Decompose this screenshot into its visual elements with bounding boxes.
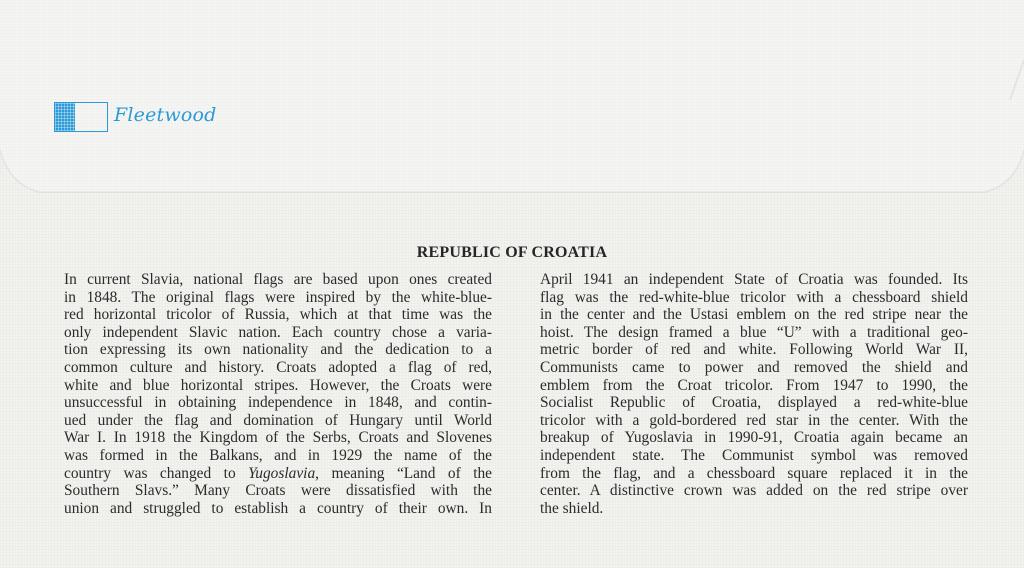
text-line: red horizontal tricolor of Russia, which at that time was the xyxy=(64,306,492,324)
text-line: breakup of Yugoslavia in 1990-91, Croatia again became an xyxy=(540,429,968,447)
text-line: only independent Slavic nation. Each country chose a varia- xyxy=(64,323,492,341)
article-title: REPUBLIC OF CROATIA xyxy=(416,244,608,261)
text-line: Communists came to power and removed the shield and xyxy=(540,358,968,376)
text-line: center. A distinctive crown was added on the red stripe over xyxy=(540,482,968,500)
text-line: ued under the flag and domination of Hungary until World xyxy=(64,411,492,429)
left-column xyxy=(64,271,492,517)
text-line: in 1848. The original flags were inspired by the white-blue- xyxy=(64,288,492,306)
text-line: hoist. The design framed a blue “U” with a traditional geo- xyxy=(540,323,968,341)
text-line: Socialist Republic of Croatia, displayed a red-white-blue xyxy=(540,394,968,412)
text-line: white and blue horizontal stripes. However, the Croats were xyxy=(64,376,492,394)
text-line: metric border of red and white. Following World War II, xyxy=(540,341,968,359)
text-line: flag was the red-white-blue tricolor with a chessboard shield xyxy=(540,288,968,306)
text-line: union and struggled to establish a country of their own. In xyxy=(64,499,492,517)
text-line: was formed in the Balkans, and in 1929 the name of the xyxy=(64,446,492,464)
text-line: Southern Slavs.” Many Croats were dissatisfied with the xyxy=(64,482,492,500)
text-line-with-italic xyxy=(64,465,492,483)
text-segment: , meaning “Land of the xyxy=(315,464,492,482)
text-line: independent state. The Communist symbol was removed xyxy=(540,446,968,464)
text-segment: country was changed to xyxy=(64,464,249,482)
text-line: April 1941 an independent State of Croatia was founded. Its xyxy=(540,271,968,288)
logo-square-icon xyxy=(55,103,75,131)
fleetwood-logo-text: Fleetwood xyxy=(114,104,217,126)
text-line: from the flag, and a chessboard square replaced it in the xyxy=(540,464,968,482)
text-line: tricolor with a gold-bordered red star in the center. With the xyxy=(540,411,968,429)
right-column xyxy=(540,271,968,517)
text-line: emblem from the Croat tricolor. From 1947 to 1990, the xyxy=(540,376,968,394)
text-line: unsuccessful in obtaining independence in 1848, and contin- xyxy=(64,394,492,412)
text-line: War I. In 1918 the Kingdom of the Serbs, Croats and Slovenes xyxy=(64,429,492,447)
italic-yugoslavia: Yugoslavia xyxy=(248,464,316,482)
text-line: in the center and the Ustasi emblem on the red stripe near the xyxy=(540,306,968,324)
fleetwood-logo-mark xyxy=(54,102,108,132)
text-line: tion expressing its own nationality and the dedication to a xyxy=(64,341,492,359)
text-line: common culture and history. Croats adopted a flag of red, xyxy=(64,358,492,376)
text-line: the shield. xyxy=(540,499,604,517)
text-line: In current Slavia, national flags are based upon ones created xyxy=(64,271,492,288)
